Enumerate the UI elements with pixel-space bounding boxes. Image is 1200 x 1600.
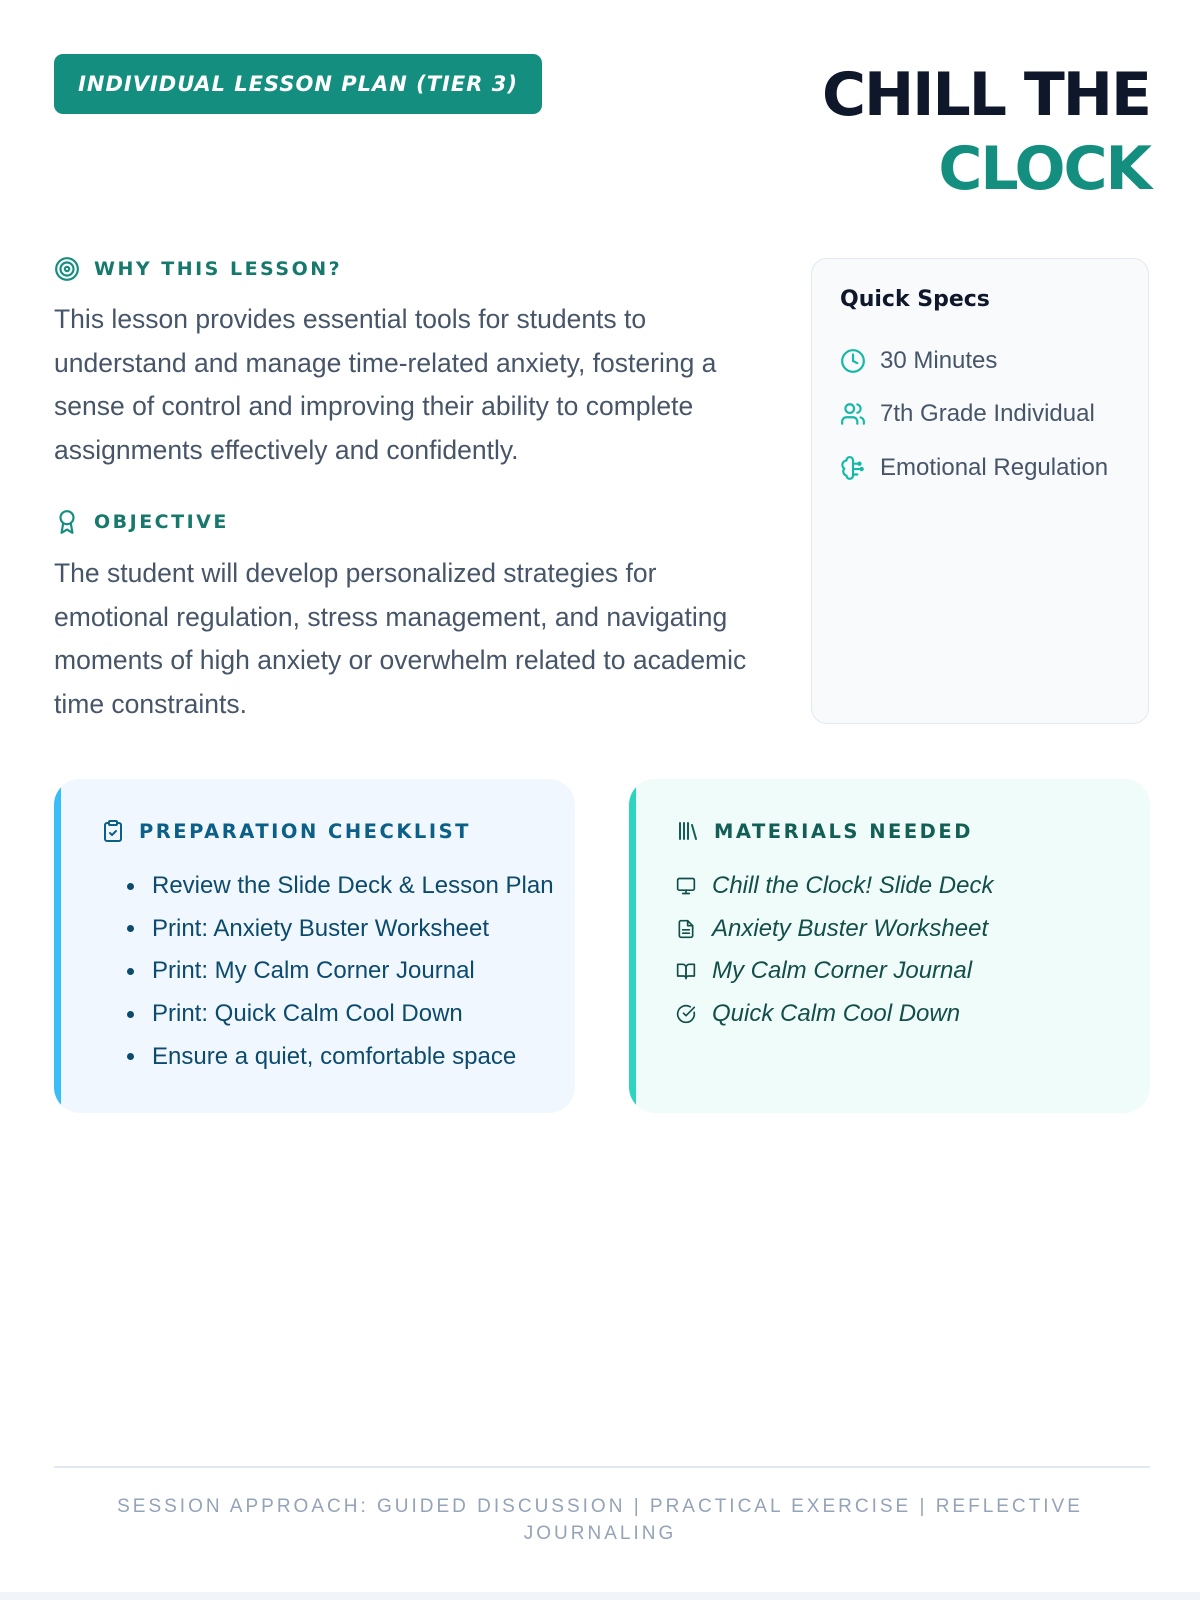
award-icon [54, 509, 80, 535]
material-label: Quick Calm Cool Down [712, 1000, 961, 1028]
page-bottom-strip [0, 1592, 1200, 1600]
book-open-icon [676, 961, 696, 981]
quick-specs-panel [811, 258, 1149, 724]
preparation-heading [101, 819, 471, 843]
why-heading-label: WHY THIS LESSON? [94, 258, 343, 280]
quick-specs-title: Quick Specs [840, 287, 990, 312]
list-item: Print: Quick Calm Cool Down [127, 993, 554, 1036]
spec-duration [840, 334, 1148, 388]
preparation-list [127, 865, 554, 1078]
material-label: Chill the Clock! Slide Deck [712, 872, 994, 900]
preparation-checklist-card [54, 779, 575, 1113]
objective-heading-label: OBJECTIVE [94, 511, 229, 533]
why-section-heading [54, 256, 342, 282]
footer-divider [54, 1466, 1150, 1468]
users-icon [840, 401, 866, 427]
clock-icon [840, 348, 866, 374]
brain-icon [840, 455, 866, 481]
library-icon [676, 819, 700, 843]
list-item: Review the Slide Deck & Lesson Plan [127, 865, 554, 908]
session-approach-footer: SESSION APPROACH: GUIDED DISCUSSION | PRACTICAL EXERCISE | REFLECTIVE JOURNALING [117, 1496, 1083, 1544]
title-line-1: CHILL THE [821, 60, 1150, 130]
objective-section-heading [54, 509, 229, 535]
list-item [676, 908, 993, 951]
list-item [676, 993, 993, 1036]
preparation-heading-label: PREPARATION CHECKLIST [139, 819, 471, 843]
materials-heading [676, 819, 973, 843]
list-item: Ensure a quiet, comfortable space [127, 1035, 554, 1078]
materials-list [676, 865, 993, 1035]
check-circle-icon [676, 1004, 696, 1024]
objective-paragraph: The student will develop personalized strategies for emotional regulation, stress management, and navigating moments of high anxiety or overwhelm related to academic time constraints. [54, 558, 747, 719]
why-paragraph: This lesson provides essential tools for students to understand and manage time-related anxiety, fostering a sense of control and improving their ability to complete assignments effectively and confidently. [54, 304, 717, 465]
spec-grade-label: 7th Grade Individual [880, 400, 1095, 428]
list-item [676, 950, 993, 993]
clipboard-check-icon [101, 819, 125, 843]
list-item [676, 865, 993, 908]
list-item: Print: Anxiety Buster Worksheet [127, 908, 554, 951]
materials-heading-label: MATERIALS NEEDED [714, 819, 973, 843]
card-accent-bar [629, 779, 636, 1113]
spec-focus-label: Emotional Regulation [880, 453, 1109, 481]
spec-focus [840, 441, 1148, 495]
lesson-type-badge: INDIVIDUAL LESSON PLAN (TIER 3) [54, 54, 542, 114]
title-line-2: CLOCK [938, 134, 1150, 204]
file-text-icon [676, 919, 696, 939]
target-icon [54, 256, 80, 282]
list-item: Print: My Calm Corner Journal [127, 950, 554, 993]
material-label: Anxiety Buster Worksheet [712, 914, 989, 942]
monitor-icon [676, 876, 696, 896]
spec-duration-label: 30 Minutes [880, 346, 998, 374]
spec-grade [840, 388, 1148, 442]
card-accent-bar [54, 779, 61, 1113]
page-title [822, 58, 1150, 206]
materials-needed-card [629, 779, 1150, 1113]
material-label: My Calm Corner Journal [712, 957, 973, 985]
